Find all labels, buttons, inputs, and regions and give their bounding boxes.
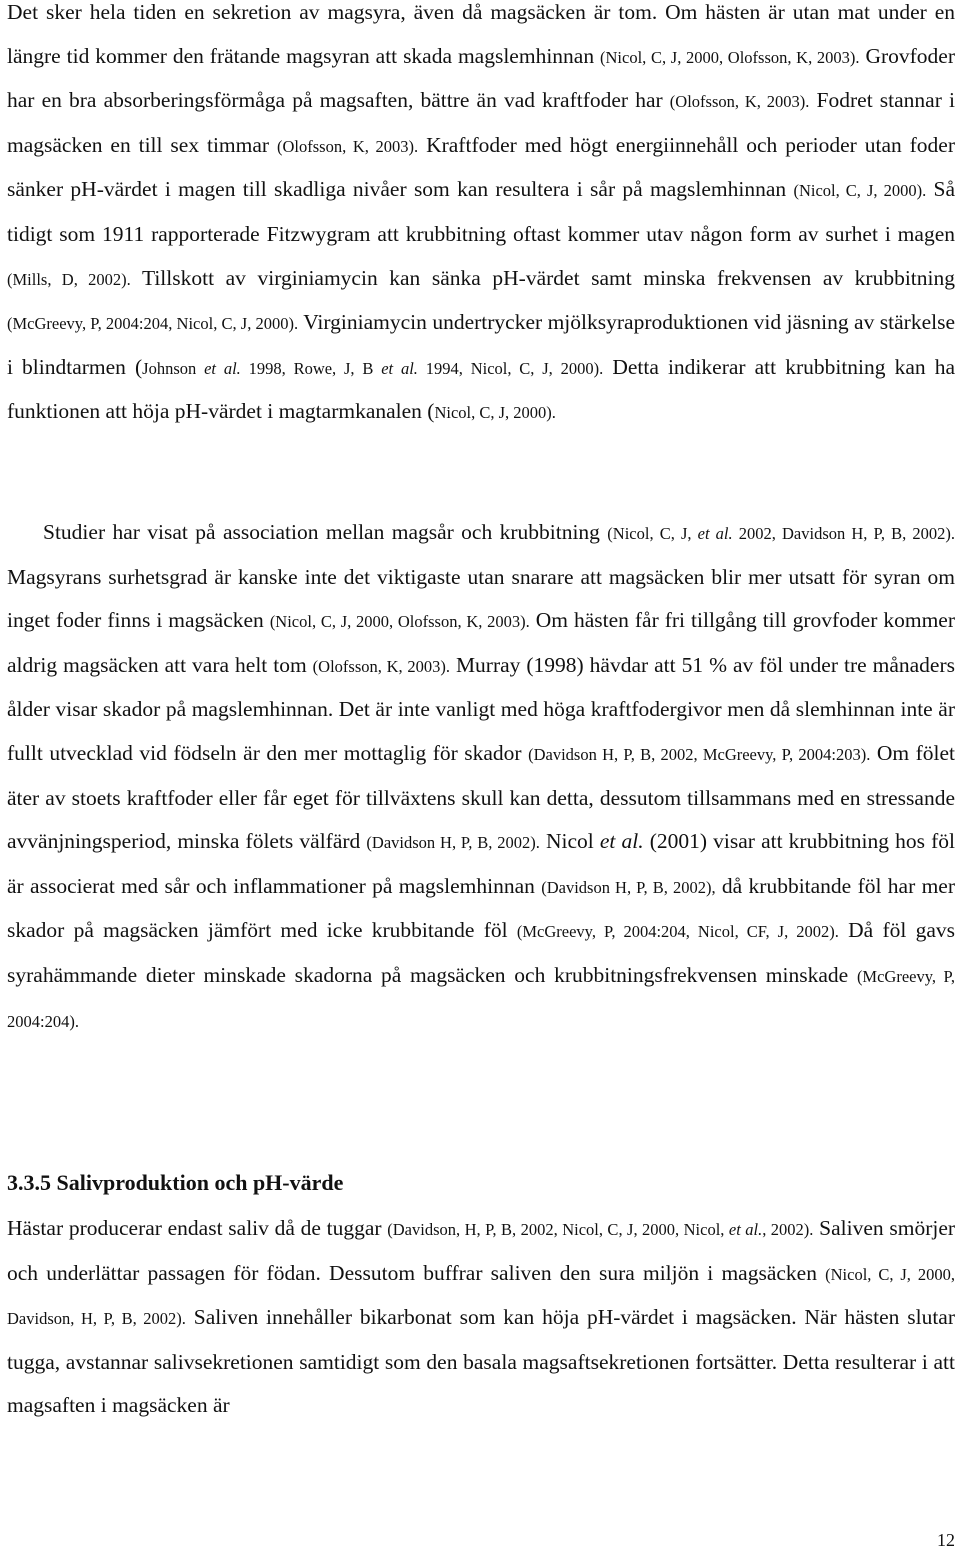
citation-text: 1994, Nicol, C, J, 2000). [417,358,604,378]
citation-text: , 2002). [762,1220,814,1239]
body-text: Nicol [539,829,600,854]
citation-text: et al. [728,1220,763,1239]
body-text: Virginiamycin undertrycker mjölksyraproduktionen vid jäsning av stärkelse i blindtarmen ( [7,310,955,379]
citation-text: (Mills, D, 2002). [7,269,131,289]
body-text: Så tidigt som 1911 rapporterade Fitzwygram att krubbitning oftast kommer utav någon form av surhet i magen [7,177,956,246]
citation-text: (Nicol, C, J, 2000). [793,181,927,201]
citation-text: Johnson [142,358,205,378]
citation-text: et al. [204,358,241,378]
body-text: Studier har visat på association mellan magsår och krubbitning [43,520,608,544]
citation-text: (Davidson, H, P, B, 2002, Nicol, C, J, 2000, Nicol, [387,1220,729,1239]
citation-text: (Nicol, C, J, [607,524,698,543]
citation-text: 1998, Rowe, J, B [240,358,382,378]
body-text: Tillskott av virginiamycin kan sänka pH-värdet samt minska frekvensen av krubbitning [130,265,956,290]
citation-text: (Nicol, C, J, 2000, Davidson, H, P, B, 2002). [7,1264,955,1329]
body-text: Detta indikerar att krubbitning kan ha funktionen att höja pH-värdet i magtarmkanalen ( [7,354,956,424]
body-text: Om hästen får fri tillgång till grovfoder kommer aldrig magsäcken att vara helt tom [7,608,956,677]
body-text: (2001) visar att krubbitning hos föl är associerat med sår och inflammationer på magslemhinnan [7,829,955,898]
citation-text: (Olofsson, K, 2003). [276,136,419,156]
paragraph-saliva [7,1207,955,1428]
body-text: Då föl gavs syrahämmande dieter minskade skadorna på magsäcken och krubbitningsfrekvensen minskade [7,918,955,987]
citation-text: (McGreevy, P, 2004:204). [7,966,955,1031]
body-text: Det sker hela tiden en sekretion av magsyra, även då magsäcken är tom. Om hästen är utan mat under en längre tid kommer den frätande magsyran att skada magslemhinnan [7,0,955,68]
body-text: då krubbitande föl har mer skador på magsäcken jämfört med icke krubbitande föl [7,873,955,943]
section-heading: 3.3.5 Salivproduktion och pH-värde [7,1170,344,1195]
citation-text: 2002, Davidson H, P, B, 2002). [732,524,955,543]
paragraph-ulcer-association [7,511,955,1043]
page-number: 12 [937,1530,955,1550]
paragraph-gastric-acid [7,0,955,435]
body-text: Magsyrans surhetsgrad är kanske inte det viktigaste utan snarare att magsäcken blir mer utsatt för syran om inget foder finns i magsäcken [7,564,955,633]
citation-text: (Nicol, C, J, 2000, Olofsson, K, 2003). [269,612,530,632]
citation-text: Nicol, C, J, 2000). [434,403,556,423]
citation-text: (Olofsson, K, 2003). [669,92,810,112]
body-text: Grovfoder har en bra absorberingsförmåga på magsaften, bättre än vad kraftfoder har [7,43,955,113]
citation-text: (McGreevy, P, 2004:204, Nicol, C, J, 2000). [7,314,299,334]
citation-text: (Olofsson, K, 2003). [312,656,450,676]
body-text: Hästar producerar endast saliv då de tuggar [7,1216,388,1240]
citation-text: (McGreevy, P, 2004:204, Nicol, CF, J, 2002). [516,922,839,942]
citation-text: et al. [697,524,733,543]
body-text: Om fölet äter av stoets kraftfoder eller får eget för tillväxtens skull kan detta, dessutom tillsammans med en stressande avvänjningsperiod, minska fölets välfärd [7,740,955,854]
citation-text: et al. [381,358,418,378]
citation-text: (Davidson H, P, B, 2002, McGreevy, P, 2004:203). [528,744,871,764]
citation-text: (Davidson H, P, B, 2002), [541,877,716,897]
body-text: et al. [599,829,644,854]
body-text: Kraftfoder med högt energiinnehåll och perioder utan foder sänker pH-värdet i magen till skadliga nivåer som kan resultera i sår på magslemhinnan [7,132,956,202]
citation-text: (Davidson H, P, B, 2002). [366,833,540,853]
body-text: Saliven smörjer och underlättar passagen för födan. Dessutom buffrar saliven den sura miljön i magsäcken [7,1216,956,1285]
body-text: Murray (1998) hävdar att 51 % av föl under tre månaders ålder visar skador på magslemhinnan. Det är inte vanligt med höga kraftfodergivor men då slemhinnan inte är fullt utvecklad vid födseln är den mer mottaglig för skador [7,652,955,765]
body-text: Fodret stannar i magsäcken en till sex timmar [7,88,955,157]
body-text: Saliven innehåller bikarbonat som kan höja pH-värdet i magsäcken. När hästen slutar tugga, avstannar salivsekretionen samtidigt som den basala magsaftsekretionen fortsätter. Detta resulterar i att magsaften i magsäcken är [7,1305,955,1418]
citation-text: (Nicol, C, J, 2000, Olofsson, K, 2003). [600,47,860,67]
